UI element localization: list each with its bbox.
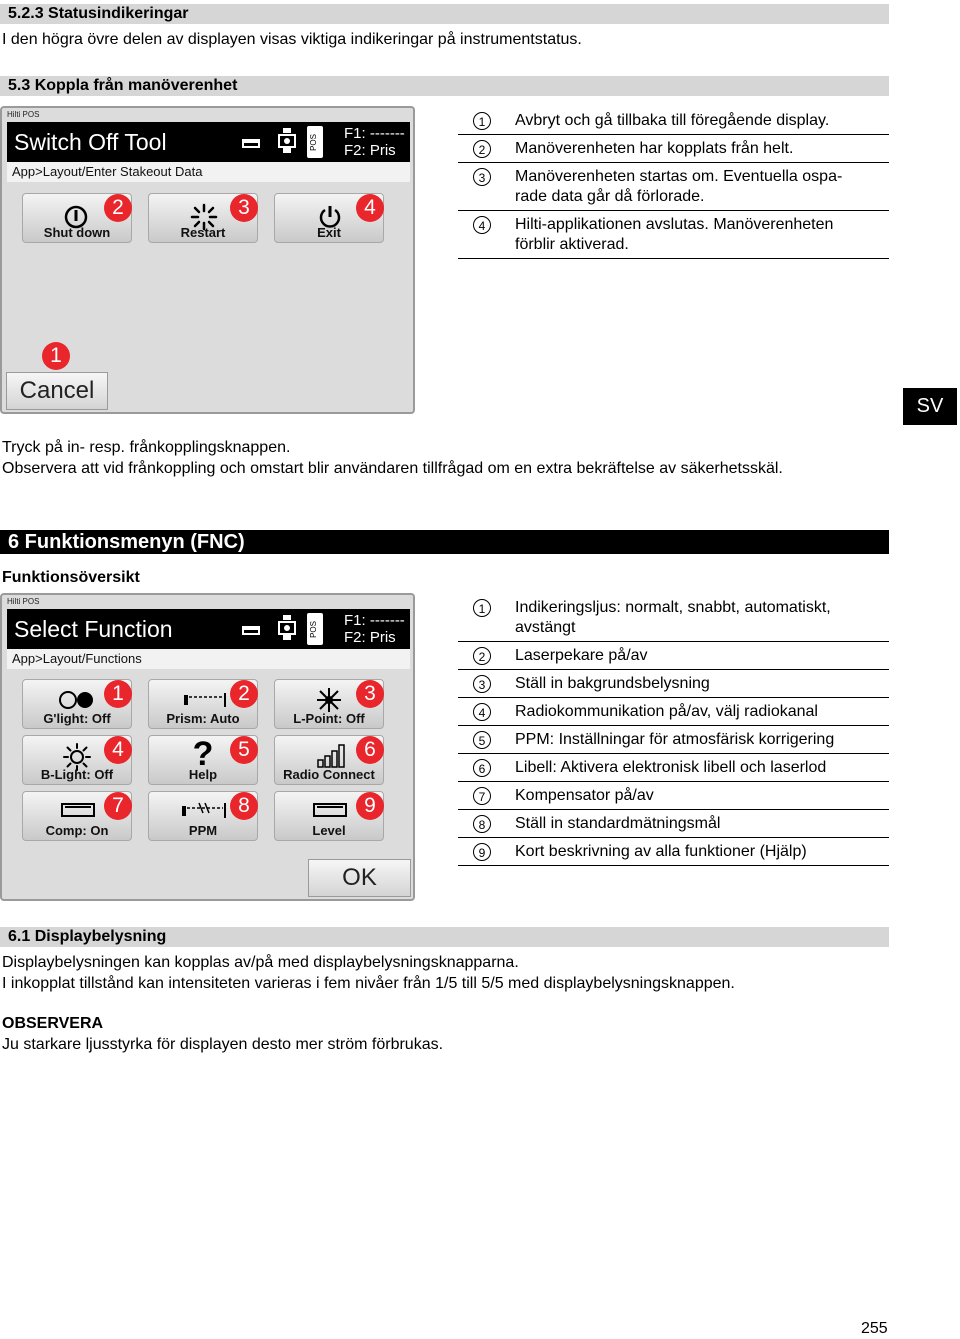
device-brand: Hilti POS	[7, 597, 40, 606]
legend-text: Radiokommunikation på/av, välj radiokanal	[515, 703, 818, 720]
legend-number: 2	[473, 140, 491, 158]
note-line-1: Tryck på in- resp. frånkopplingsknappen.	[2, 439, 291, 456]
legend-row	[458, 810, 889, 838]
legend-text: Ställ in bakgrundsbelysning	[515, 675, 710, 692]
language-tab: SV	[903, 388, 957, 425]
prism-icon	[277, 127, 297, 155]
legend-row	[458, 698, 889, 726]
legend-number: 8	[473, 815, 491, 833]
legend-text: Avbryt och gå tillbaka till föregående display.	[515, 112, 830, 129]
legend-number: 9	[473, 843, 491, 861]
tape-icon	[242, 626, 260, 635]
backlight-label: B-Light: Off	[40, 767, 114, 782]
breadcrumb: App>Layout/Enter Stakeout Data	[7, 162, 410, 182]
cancel-button[interactable]: Cancel	[6, 372, 108, 410]
callout-2: 2	[230, 680, 258, 708]
legend-text-cont: förblir aktiverad.	[515, 236, 629, 253]
laser-point-label: L-Point: Off	[293, 711, 365, 726]
compensator-label: Comp: On	[45, 823, 109, 838]
legend-text: Laserpekare på/av	[515, 647, 648, 664]
legend-text: Kort beskrivning av alla funktioner (Hjälp)	[515, 843, 807, 860]
legend-row	[458, 107, 889, 135]
device-title-bar	[7, 609, 410, 649]
callout-3: 3	[230, 194, 258, 222]
section-heading-523: 5.2.3 Statusindikeringar	[0, 4, 889, 24]
callout-5: 5	[230, 736, 258, 764]
legend-6	[458, 594, 889, 866]
legend-row	[458, 726, 889, 754]
select-function-screen	[0, 593, 415, 901]
legend-row	[458, 670, 889, 698]
ppm-label: PPM	[188, 823, 218, 838]
legend-number: 5	[473, 731, 491, 749]
callout-2: 2	[104, 194, 132, 222]
f1-indicator: F1: -------	[344, 612, 405, 629]
screen-title: Switch Off Tool	[14, 129, 167, 155]
switch-off-tool-screen	[0, 106, 415, 414]
section-61-line-2: I inkopplat tillstånd kan intensiteten varieras i fem nivåer från 1/5 till 5/5 med displaybelysningsknappen.	[2, 975, 735, 992]
laser-point-icon	[313, 686, 345, 714]
section-heading-53: 5.3 Koppla från manöverenhet	[0, 76, 889, 96]
legend-text: PPM: Inställningar för atmosfärisk korrigering	[515, 731, 835, 748]
page-number: 255	[861, 1320, 888, 1337]
legend-number: 1	[473, 599, 491, 617]
section-61-line-1: Displaybelysningen kan kopplas av/på med displaybelysningsknapparna.	[2, 954, 519, 971]
legend-number: 6	[473, 759, 491, 777]
legend-text: Hilti-applikationen avslutas. Manöverenheten	[515, 216, 834, 233]
guide-light-label: G'light: Off	[43, 711, 111, 726]
pos-indicator-icon	[307, 126, 323, 158]
pos-indicator-icon	[307, 613, 323, 645]
legend-number: 2	[473, 647, 491, 665]
note-text: Ju starkare ljusstyrka för displayen desto mer ström förbrukas.	[2, 1036, 444, 1053]
callout-7: 7	[104, 792, 132, 820]
callout-4: 4	[356, 194, 384, 222]
legend-row	[458, 163, 889, 211]
legend-row	[458, 754, 889, 782]
legend-number: 4	[473, 216, 491, 234]
help-icon: ?	[192, 735, 214, 773]
callout-6: 6	[356, 736, 384, 764]
legend-text-cont: rade data går då förlorade.	[515, 188, 705, 205]
prism-icon	[277, 614, 297, 642]
level-icon	[313, 802, 347, 818]
screen-title: Select Function	[14, 616, 173, 642]
section-heading-61: 6.1 Displaybelysning	[0, 927, 889, 947]
chapter-heading-6: 6 Funktionsmenyn (FNC)	[0, 530, 889, 554]
legend-text: Manöverenheten har kopplats från helt.	[515, 140, 794, 157]
guide-light-icon	[57, 690, 97, 710]
callout-3: 3	[356, 680, 384, 708]
callout-9: 9	[356, 792, 384, 820]
section-text-523: I den högra övre delen av displayen visas viktiga indikeringar på instrumentstatus.	[2, 31, 582, 48]
device-title-bar	[7, 122, 410, 162]
exit-label: Exit	[317, 225, 341, 240]
prism-label: Prism: Auto	[166, 711, 240, 726]
note-title: OBSERVERA	[2, 1015, 104, 1032]
f2-indicator: F2: Pris	[344, 629, 396, 646]
legend-text: Indikeringsljus: normalt, snabbt, automatiskt,	[515, 599, 831, 616]
legend-text: Kompensator på/av	[515, 787, 654, 804]
pos-label: POS	[309, 621, 318, 638]
pos-label: POS	[309, 134, 318, 151]
legend-number: 1	[473, 112, 491, 130]
legend-number: 3	[473, 168, 491, 186]
radio-connect-label: Radio Connect	[283, 767, 375, 782]
device-brand: Hilti POS	[7, 110, 40, 119]
legend-text: Manöverenheten startas om. Eventuella ospa-	[515, 168, 843, 185]
legend-row	[458, 642, 889, 670]
callout-8: 8	[230, 792, 258, 820]
compensator-icon	[61, 802, 95, 818]
legend-number: 3	[473, 675, 491, 693]
legend-text: Libell: Aktivera elektronisk libell och laserlod	[515, 759, 827, 776]
legend-text: Ställ in standardmätningsmål	[515, 815, 721, 832]
tape-icon	[242, 139, 260, 148]
ppm-icon	[181, 802, 227, 820]
legend-53	[458, 107, 889, 259]
legend-row	[458, 594, 889, 642]
restart-label: Restart	[180, 225, 226, 240]
legend-text-cont: avstängt	[515, 619, 576, 636]
callout-1: 1	[42, 342, 70, 370]
legend-number: 4	[473, 703, 491, 721]
breadcrumb: App>Layout/Functions	[7, 649, 410, 669]
subheading-funktionsoversikt: Funktionsöversikt	[2, 569, 140, 586]
f2-indicator: F2: Pris	[344, 142, 396, 159]
help-label: Help	[188, 767, 218, 782]
callout-1: 1	[104, 680, 132, 708]
ok-button[interactable]: OK	[308, 859, 411, 897]
signal-strength-icon	[317, 744, 345, 768]
callout-4: 4	[104, 736, 132, 764]
legend-row	[458, 782, 889, 810]
note-line-2: Observera att vid frånkoppling och omstart blir användaren tillfrågad om en extra bekräftelse av säkerhetsskäl.	[2, 460, 783, 477]
legend-number: 7	[473, 787, 491, 805]
f1-indicator: F1: -------	[344, 125, 405, 142]
legend-row	[458, 135, 889, 163]
legend-row	[458, 211, 889, 259]
shut-down-label: Shut down	[43, 225, 111, 240]
level-label: Level	[312, 823, 346, 838]
laser-pointer-icon	[183, 692, 229, 708]
legend-row	[458, 838, 889, 866]
